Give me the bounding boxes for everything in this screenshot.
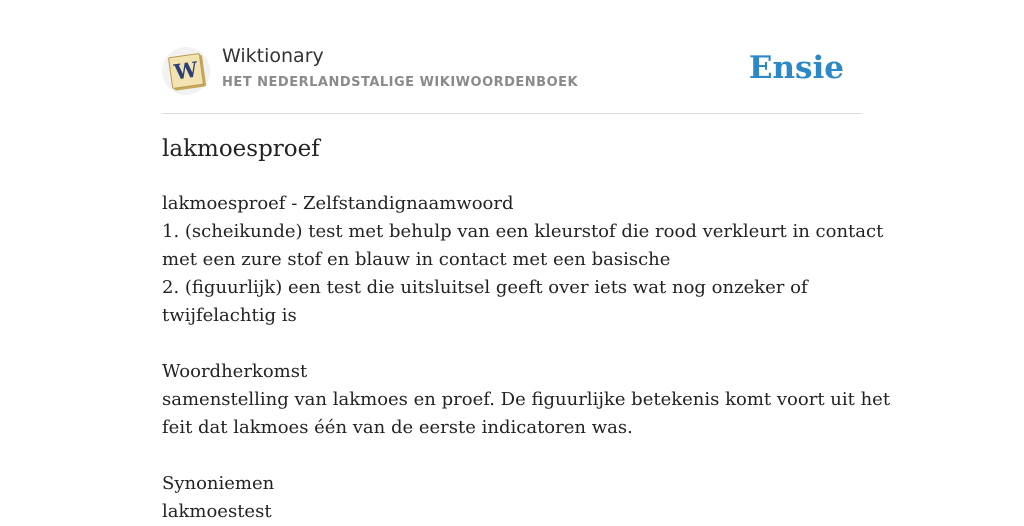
entry-line: lakmoesproef - Zelfstandignaamwoord [162, 193, 514, 214]
wiktionary-logo[interactable] [162, 47, 210, 95]
section-heading-synonyms: Synoniemen [162, 473, 275, 494]
logo-tile-icon [168, 53, 204, 89]
entry-line: twijfelachtig is [162, 305, 297, 326]
entry-line: samenstelling van lakmoes en proef. De figuurlijke betekenis komt voort uit het [162, 389, 891, 410]
logo-letter: W [172, 56, 200, 85]
page-title: lakmoesproef [162, 136, 320, 162]
site-name[interactable]: Wiktionary [222, 45, 324, 67]
page [162, 0, 891, 522]
site-header [162, 0, 862, 114]
site-tagline: HET NEDERLANDSTALIGE WIKIWOORDENBOEK [222, 75, 579, 90]
entry-line: feit dat lakmoes één van de eerste indicatoren was. [162, 417, 633, 438]
blank-line [162, 442, 862, 470]
blank-line [162, 330, 862, 358]
ensie-brand-link[interactable]: Ensie [748, 50, 844, 86]
entry-body [162, 190, 891, 526]
section-heading-etymology: Woordherkomst [162, 361, 308, 382]
entry-line: 1. (scheikunde) test met behulp van een kleurstof die rood verkleurt in contact [162, 221, 884, 242]
entry-line: lakmoestest [162, 501, 272, 522]
entry-line: met een zure stof en blauw in contact met een basische [162, 249, 671, 270]
entry-line: 2. (figuurlijk) een test die uitsluitsel geeft over iets wat nog onzeker of [162, 277, 808, 298]
